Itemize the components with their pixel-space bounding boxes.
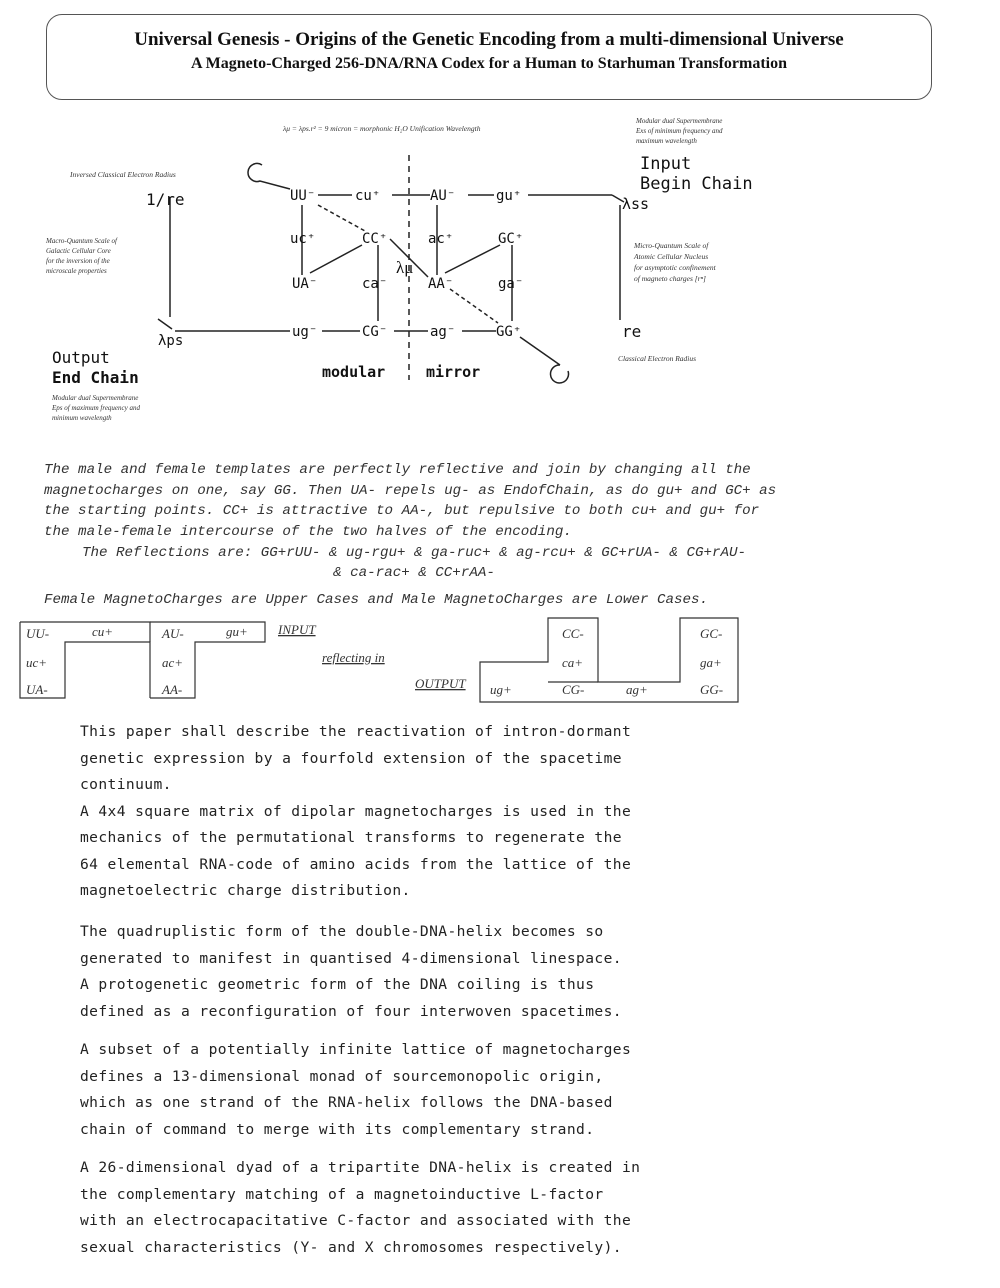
output-label: Output (52, 348, 110, 367)
edge-uu-cc-dashed (318, 205, 365, 231)
right-note-line: of magneto charges [rⁿ] (634, 274, 706, 283)
node-ga: ga⁻ (498, 276, 524, 292)
node-gu: gu⁺ (496, 188, 522, 204)
magnetocharge-table (0, 610, 1000, 710)
right-note-line: Atomic Cellular Nucleus (634, 252, 709, 261)
inv-re-label: 1/re (146, 190, 185, 209)
cell-ca: ca+ (562, 655, 584, 670)
inversed-radius-label: Inversed Classical Electron Radius (70, 170, 176, 179)
edge-gg-loop (520, 337, 560, 365)
modular-label: modular (322, 363, 386, 381)
right-note-line: Micro-Quantum Scale of (634, 241, 709, 250)
node-uc: uc⁺ (290, 231, 316, 247)
cell-ag: ag+ (626, 682, 648, 697)
edge-aa-gc (445, 245, 500, 273)
lambda-mu-label: λμ (396, 258, 414, 277)
cell-au: AU- (162, 626, 184, 641)
title-box (46, 14, 932, 100)
left-note-line: for the inversion of the (46, 257, 110, 265)
cell-ga: ga+ (700, 655, 722, 670)
end-chain-label: End Chain (52, 368, 139, 387)
node-ag: ag⁻ (430, 324, 456, 340)
begin-chain-label: Begin Chain (640, 174, 753, 194)
body-paragraph-2: The quadruplistic form of the double-DNA-helix becomes so generated to manifest in quantised 4-dimensional linespace. A protogenetic geometric form of the DNA coiling is thus defined as a reconfiguration of four interwoven spacetimes. (80, 923, 622, 1020)
classical-electron-radius: Classical Electron Radius (618, 354, 697, 363)
bottom-left-note (51, 394, 142, 422)
reflecting-tag: reflecting in (322, 650, 385, 665)
lambda-ss-label: λss (622, 195, 650, 213)
cell-uu: UU- (26, 626, 50, 641)
right-note-line: for asymptotic confinement (634, 263, 716, 272)
reflections-line-2: & ca-rac+ & CC+rAA- (333, 565, 495, 581)
cell-ac: ac+ (162, 655, 184, 670)
left-note (45, 237, 119, 275)
left-note-line: microscale properties (46, 267, 107, 275)
mirror-label: mirror (426, 363, 481, 381)
bottom-left-note-line: minimum wavelength (52, 414, 112, 422)
node-au: AU⁻ (430, 188, 456, 204)
body-paragraph-1: This paper shall describe the reactivation of intron-dormant genetic expression by a fourfold extension of the spacetime continuum. A 4x4 square matrix of dipolar magnetocharges is used in the mechanics of the permutational transforms to regenerate the 64 elemental RNA-code of amino acids from the lattice of the magnetoelectric charge distribution. (80, 723, 632, 899)
top-right-note (635, 117, 724, 145)
lambda-ps-label: λps (158, 333, 184, 349)
node-cc: CC⁺ (362, 231, 388, 247)
body-paragraph-4: A 26-dimensional dyad of a tripartite DNA-helix is created in the complementary matching of a magnetoinductive L-factor with an electrocapacitative C-factor and associated with the sexual characteristics (Y- and X chromosomes respectively). (80, 1159, 641, 1256)
cell-gg: GG- (700, 682, 724, 697)
left-cells (26, 624, 248, 697)
cell-cg: CG- (562, 682, 585, 697)
cases-line: Female MagnetoCharges are Upper Cases and Male MagnetoCharges are Lower Cases. (44, 592, 709, 608)
page-subtitle: A Magneto-Charged 256-DNA/RNA Codex for a Human to Starhuman Transformation (191, 55, 787, 72)
re-label: re (622, 322, 642, 341)
node-aa: AA⁻ (428, 276, 454, 292)
top-right-note-line: Exs of minimum frequency and (636, 127, 723, 135)
templates-paragraph: The male and female templates are perfectly reflective and join by changing all the magnetocharges on one, say GG. Then UA- repels ug- as EndofChain, as do gu+ and GC+ as the starting points. CC+ is attractive to AA-, but repulsive to both cu+ and gu+ for the male-female intercourse of the two halves of the encoding. (44, 462, 777, 540)
cell-gu: gu+ (226, 624, 248, 639)
cell-cu: cu+ (92, 624, 114, 639)
output-tag: OUTPUT (415, 676, 466, 691)
input-tag: INPUT (278, 622, 316, 637)
node-gc: GC⁺ (498, 231, 524, 247)
node-cu: cu⁺ (355, 188, 381, 204)
bottom-left-note-line: Eps of maximum frequency and (52, 404, 140, 412)
bottom-loop (551, 365, 569, 383)
node-gg: GG⁺ (496, 324, 522, 340)
edge-ua-cc (310, 245, 362, 273)
codex-diagram (0, 105, 1000, 445)
node-ua: UA⁻ (292, 276, 318, 292)
cell-ua: UA- (26, 682, 48, 697)
right-note (633, 241, 718, 283)
top-formula: λμ = λps.r² = 9 micron = morphonic H₂O Unification Wavelength (283, 124, 481, 133)
input-label: Input (640, 154, 692, 174)
edge-aa-gg-dashed (450, 289, 498, 323)
node-cg: CG⁻ (362, 324, 388, 340)
body-paragraph-3: A subset of a potentially infinite lattice of magnetocharges defines a 13-dimensional monad of sourcemonopolic origin, which as one strand of the RNA-helix follows the DNA-based chain of command to merge with its complementary strand. (80, 1041, 632, 1138)
cell-cc: CC- (562, 626, 584, 641)
node-uu: UU⁻ (290, 188, 316, 204)
cell-aa: AA- (162, 682, 183, 697)
cell-uc: uc+ (26, 655, 48, 670)
left-note-line: Macro-Quantum Scale of (46, 237, 117, 245)
cell-gc: GC- (700, 626, 723, 641)
node-ug: ug⁻ (292, 324, 318, 340)
cell-ug: ug+ (490, 682, 512, 697)
reflections-line-1: The Reflections are: GG+rUU- & ug-rgu+ & ga-ruc+ & ag-rcu+ & GC+rUA- & CG+rAU- (81, 545, 747, 561)
left-note-line: Galactic Cellular Core (46, 247, 111, 255)
top-loop (248, 164, 290, 189)
node-ac: ac⁺ (428, 231, 454, 247)
bottom-left-note-line: Modular dual Supermembrane (52, 394, 139, 402)
top-right-note-line: maximum wavelength (636, 137, 697, 145)
node-ca: ca⁻ (362, 276, 388, 292)
page-title: Universal Genesis - Origins of the Genetic Encoding from a multi-dimensional Universe (134, 29, 844, 50)
top-right-note-line: Modular dual Supermembrane (636, 117, 723, 125)
output-arrow (158, 319, 172, 329)
